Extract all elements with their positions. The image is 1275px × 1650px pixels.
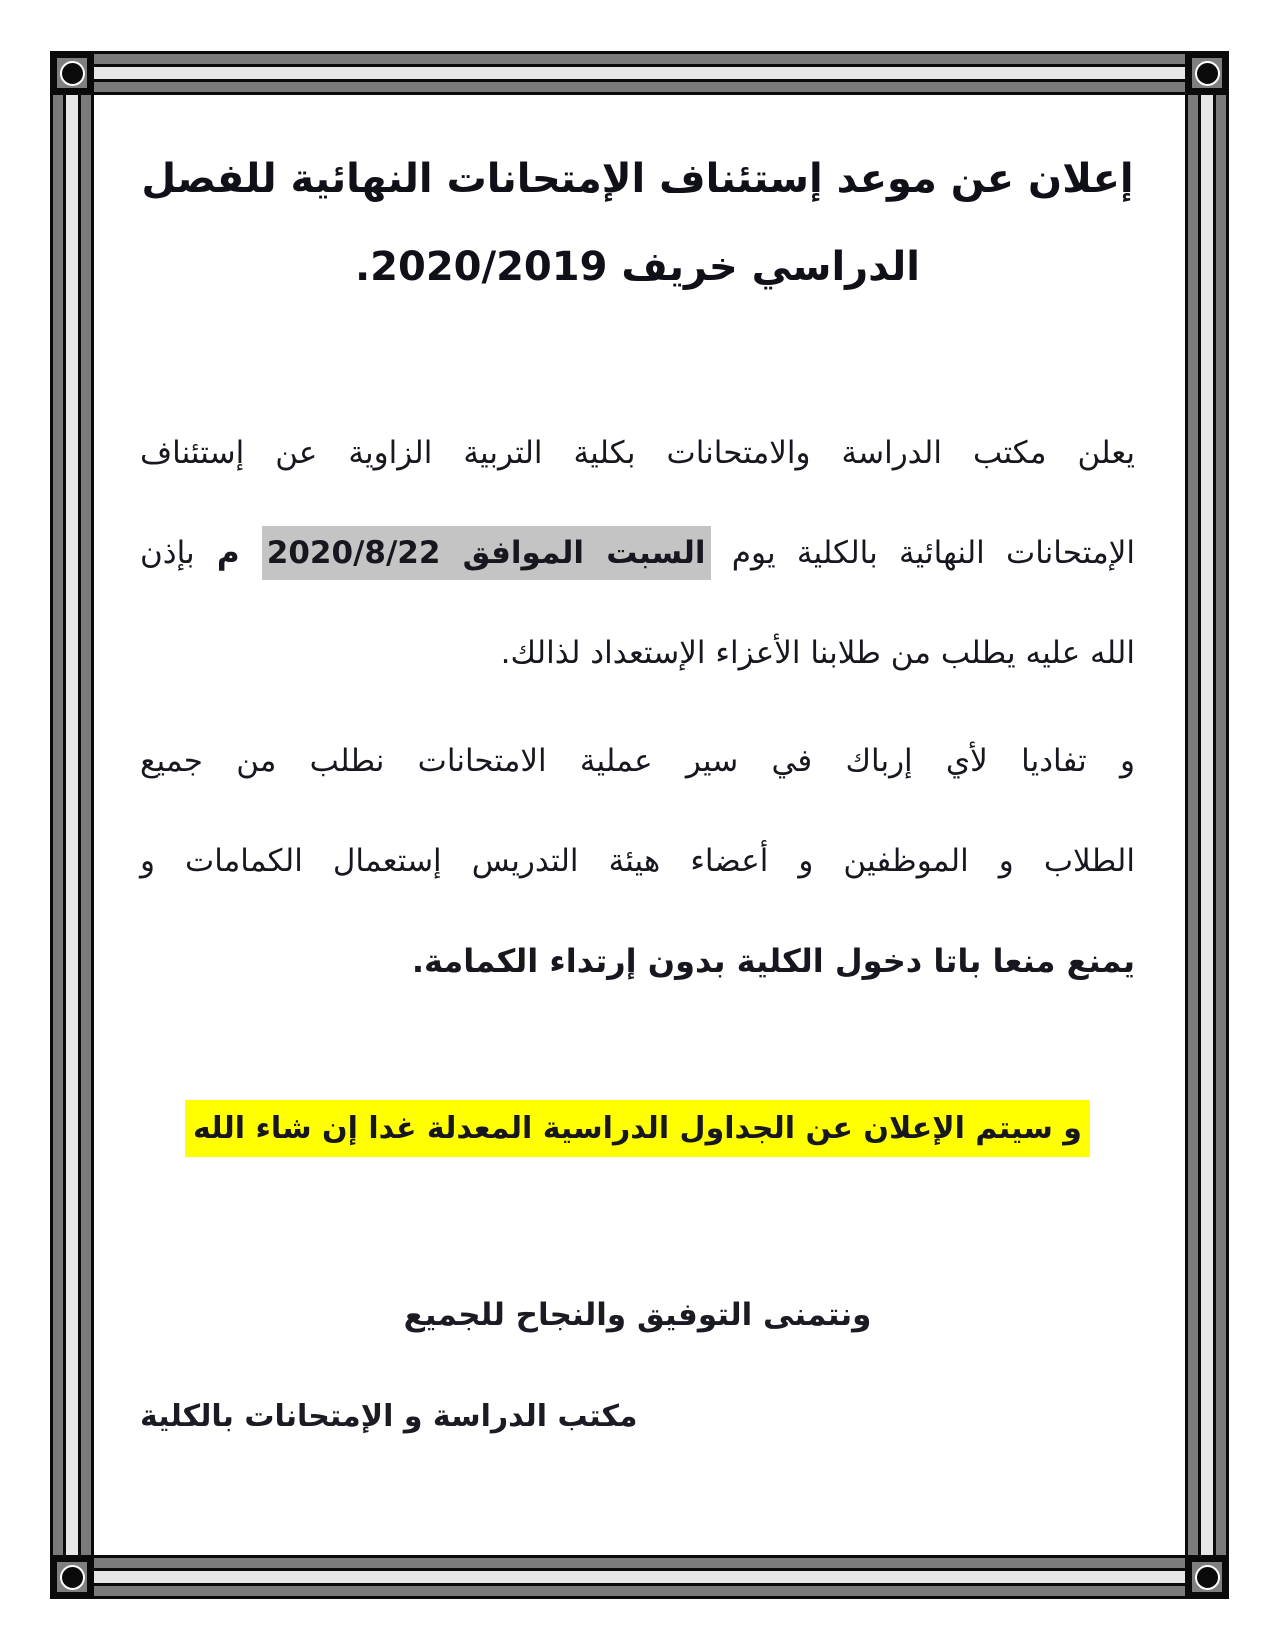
circle-ornament-icon (1195, 61, 1220, 86)
frame-edge-bottom (94, 1555, 1185, 1599)
page-title (140, 135, 1135, 311)
paragraph-line: الله عليه يطلب من طلابنا الأعزاء الإستعداد لذالك. (500, 635, 1135, 671)
circle-ornament-icon (60, 61, 85, 86)
document-content (140, 91, 1135, 1439)
paragraph-line: الطلاب و الموظفين و أعضاء هيئة التدريس إستعمال الكمامات و (140, 843, 1135, 879)
mask-rule-bold-line: يمنع منعا باتا دخول الكلية بدون إرتداء الكمامة. (411, 942, 1135, 980)
circle-ornament-icon (1195, 1565, 1220, 1590)
paragraph-instructions (140, 711, 1135, 1011)
circle-ornament-icon (60, 1565, 85, 1590)
frame-edge-top (94, 51, 1185, 95)
paragraph-line: يعلن مكتب الدراسة والامتحانات بكلية التربية الزاوية عن إستئناف (140, 435, 1135, 471)
paragraph-line: و تفاديا لأي إرباك في سير عملية الامتحانات نطلب من جميع (140, 743, 1135, 779)
corner-ornament-top-right (1185, 51, 1229, 95)
paragraph-announcement (140, 403, 1135, 703)
footer-wish-line: ونتمنى التوفيق والنجاح للجميع (403, 1297, 872, 1333)
footer-signature-line: مكتب الدراسة و الإمتحانات بالكلية (140, 1399, 638, 1434)
corner-ornament-top-left (50, 51, 94, 95)
title-line-1: إعلان عن موعد إستئناف الإمتحانات النهائية للفصل (141, 156, 1134, 202)
frame-edge-right (1185, 95, 1229, 1555)
schedule-note-highlight: و سيتم الإعلان عن الجداول الدراسية المعدلة غدا إن شاء الله (185, 1100, 1090, 1157)
schedule-note-row (140, 1097, 1135, 1165)
exam-date-highlight: السبت الموافق 2020/8/22 (262, 526, 711, 580)
line-text: بإذن (140, 535, 195, 571)
frame-edge-left (50, 95, 94, 1555)
title-line-2: الدراسي خريف 2020/2019. (354, 244, 921, 290)
paragraph-line (140, 503, 1135, 603)
line-text: الإمتحانات النهائية بالكلية يوم (710, 535, 1136, 571)
corner-ornament-bottom-left (50, 1555, 94, 1599)
corner-ornament-bottom-right (1185, 1555, 1229, 1599)
era-letter: م (194, 535, 262, 571)
